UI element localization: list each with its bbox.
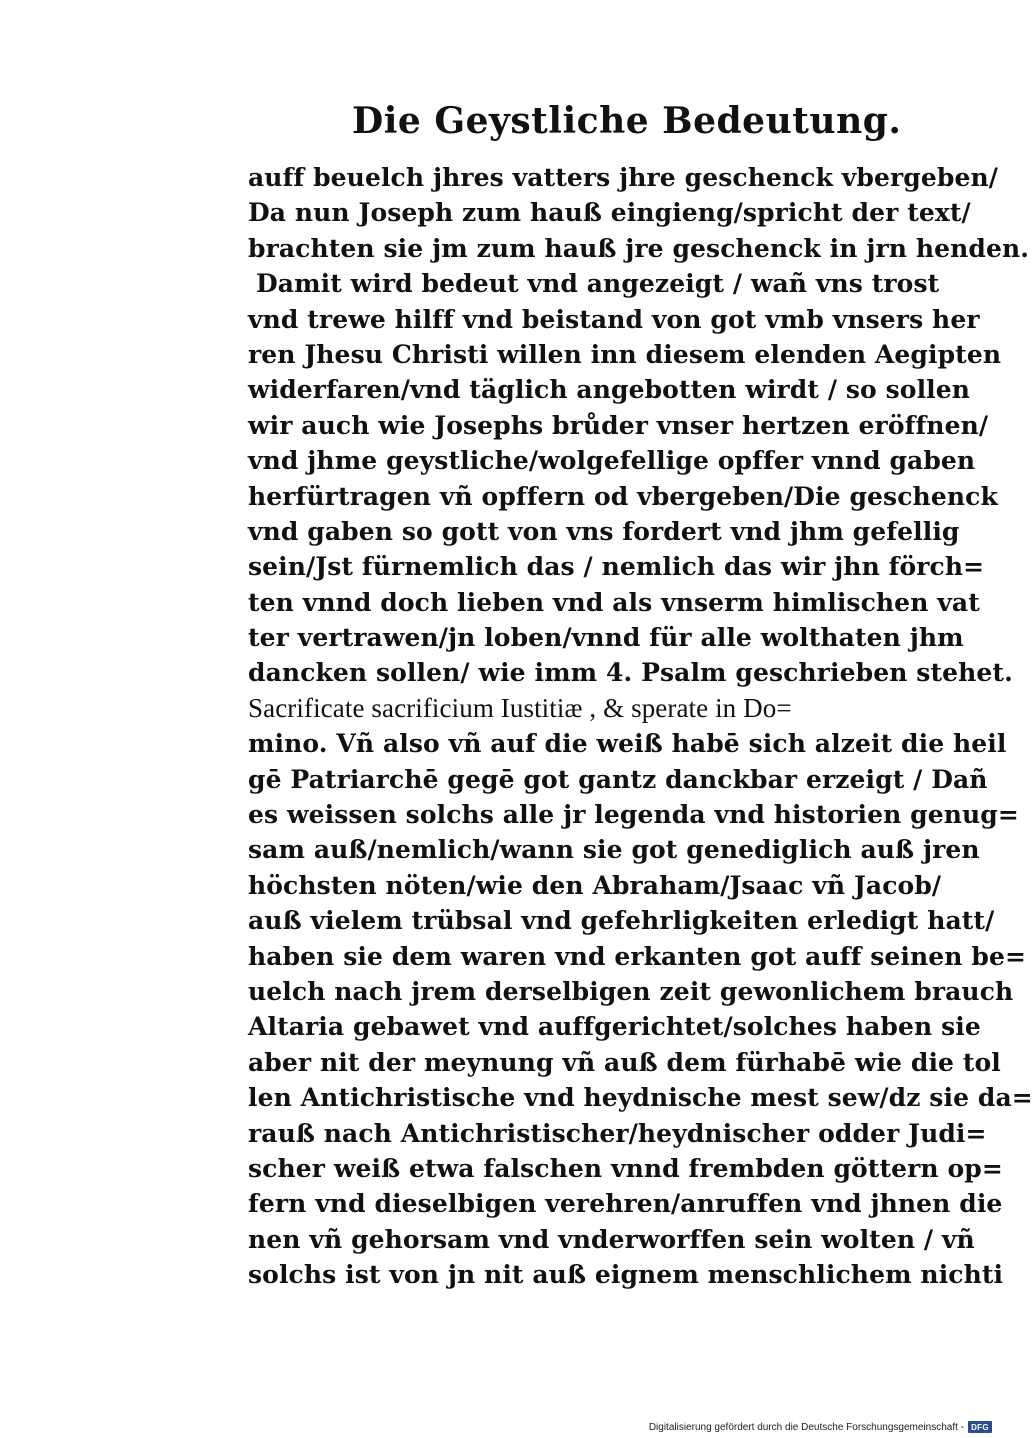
text-line: brachten sie jm zum hauß jre geschenck in jrn henden. — [248, 233, 1030, 263]
digitization-credit — [649, 1421, 992, 1433]
text-line: es weissen solchs alle jr legenda vnd historien genug= — [248, 800, 1019, 830]
text-line: len Antichristische vnd heydnische mest sew/dz sie da= — [248, 1083, 1033, 1113]
text-line: aber nit der meynung vñ auß dem fürhabē wie die tol — [248, 1047, 1001, 1077]
dfg-logo — [968, 1421, 992, 1433]
text-line: ren Jhesu Christi willen inn diesem elenden Aegipten — [248, 339, 1002, 369]
text-line: auff beuelch jhres vatters jhre geschenck vbergeben/ — [248, 163, 998, 192]
text-line: Altaria gebawet vnd auffgerichtet/solches haben sie — [248, 1012, 981, 1042]
text-line: rauß nach Antichristischer/heydnischer odder Judi= — [248, 1118, 987, 1148]
text-line: vnd jhme geystliche/wolgefellige opffer vnnd gaben — [248, 446, 976, 476]
text-line: uelch nach jrem derselbigen zeit gewonlichem brauch — [248, 976, 1014, 1006]
running-head: Die Geystliche Bedeutung. — [352, 100, 902, 142]
body-text — [248, 160, 1033, 1293]
text-line: vnd trewe hilff vnd beistand von got vmb vnsers her — [248, 304, 980, 334]
text-line: solchs ist von jn nit auß eignem menschlichem nichti — [248, 1260, 1004, 1290]
text-line: Da nun Joseph zum hauß eingieng/spricht der text/ — [248, 198, 971, 228]
text-line: wir auch wie Josephs brůder vnser hertzen eröffnen/ — [248, 410, 989, 440]
text-line: vnd gaben so gott von vns fordert vnd jhm gefellig — [248, 516, 960, 546]
text-line: scher weiß etwa falschen vnnd frembden göttern op= — [248, 1153, 1003, 1183]
text-line: sam auß/nemlich/wann sie got genediglich auß jren — [248, 835, 980, 865]
text-line: mino. Vñ also vñ auf die weiß habē sich alzeit die heil — [248, 729, 1007, 759]
text-line: dancken sollen/ wie imm 4. Psalm geschrieben stehet. — [248, 658, 1013, 688]
text-line: fern vnd dieselbigen verehren/anruffen vnd jhnen die — [248, 1189, 1003, 1219]
text-line: herfürtragen vñ opffern od vbergeben/Die geschenck — [248, 481, 998, 511]
credit-text: Digitalisierung gefördert durch die Deutsche Forschungsgemeinschaft - — [648, 1421, 964, 1433]
text-line: Damit wird bedeut vnd angezeigt / wañ vns trost — [256, 269, 940, 299]
text-line: haben sie dem waren vnd erkanten got auff seinen be= — [248, 941, 1027, 971]
text-line: widerfaren/vnd täglich angebotten wirdt / so sollen — [248, 375, 971, 405]
text-line: gē Patriarchē gegē got gantz danckbar erzeigt / Dañ — [248, 764, 988, 794]
text-line: höchsten nöten/wie den Abraham/Jsaac vñ Jacob/ — [248, 870, 942, 900]
dfg-logo-text: DFG — [971, 1422, 989, 1432]
text-line: ter vertrawen/jn loben/vnnd für alle wolthaten jhm — [248, 623, 964, 653]
text-line: auß vielem trübsal vnd gefehrligkeiten erledigt hatt/ — [248, 906, 995, 936]
latin-text-line: Sacrificate sacrificium Iustitiæ , & sperate in Do= — [248, 692, 792, 723]
text-line: nen vñ gehorsam vnd vnderworffen sein wolten / vñ — [248, 1224, 975, 1254]
text-line: sein/Jst fürnemlich das / nemlich das wir jhn förch= — [248, 552, 985, 582]
text-line: ten vnnd doch lieben vnd als vnserm himlischen vat — [248, 587, 980, 617]
